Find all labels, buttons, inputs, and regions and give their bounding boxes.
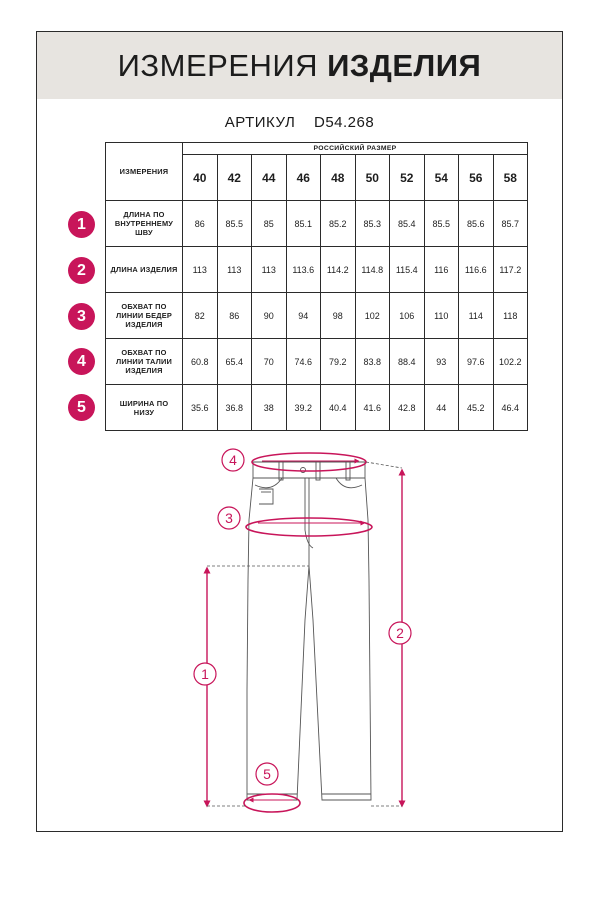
table-cell: 85.6 (459, 201, 494, 247)
size-header: 50 (355, 155, 390, 201)
table-cell: 117.2 (493, 247, 528, 293)
table-cell: 85.1 (286, 201, 321, 247)
svg-text:3: 3 (225, 510, 233, 526)
table-cell: 79.2 (321, 339, 356, 385)
size-header: 40 (183, 155, 218, 201)
size-header: 42 (217, 155, 252, 201)
table-cell: 85.4 (390, 201, 425, 247)
row-number-badge: 5 (68, 394, 95, 421)
svg-text:5: 5 (263, 766, 271, 782)
table-cell: 65.4 (217, 339, 252, 385)
row-label: ДЛИНА ПО ВНУТРЕННЕМУ ШВУ (106, 201, 183, 247)
table-cell: 94 (286, 293, 321, 339)
table-cell: 114 (459, 293, 494, 339)
table-cell: 102.2 (493, 339, 528, 385)
table-cell: 113 (252, 247, 287, 293)
size-header: 48 (321, 155, 356, 201)
table-cell: 102 (355, 293, 390, 339)
table-cell: 40.4 (321, 385, 356, 431)
table-cell: 88.4 (390, 339, 425, 385)
title-light: ИЗМЕРЕНИЯ (117, 47, 319, 83)
size-header: 52 (390, 155, 425, 201)
trousers-icon (247, 461, 371, 800)
table-cell: 38 (252, 385, 287, 431)
table-cell: 97.6 (459, 339, 494, 385)
table-cell: 114.8 (355, 247, 390, 293)
table-cell: 42.8 (390, 385, 425, 431)
table-cell: 60.8 (183, 339, 218, 385)
size-group-label: РОССИЙСКИЙ РАЗМЕР (183, 143, 528, 155)
table-cell: 115.4 (390, 247, 425, 293)
table-cell: 85.5 (217, 201, 252, 247)
table-cell: 39.2 (286, 385, 321, 431)
table-cell: 70 (252, 339, 287, 385)
table-cell: 90 (252, 293, 287, 339)
corner-label: ИЗМЕРЕНИЯ (106, 143, 183, 201)
table-cell: 44 (424, 385, 459, 431)
table-cell: 113.6 (286, 247, 321, 293)
article-code: D54.268 (314, 114, 375, 131)
hem-measure-ellipse (244, 794, 300, 812)
marker-2 (389, 622, 411, 644)
table-cell: 41.6 (355, 385, 390, 431)
svg-text:4: 4 (229, 452, 237, 468)
row-label: ДЛИНА ИЗДЕЛИЯ (106, 247, 183, 293)
table-cell: 85.5 (424, 201, 459, 247)
table-cell: 110 (424, 293, 459, 339)
marker-1 (194, 663, 216, 685)
table-cell: 83.8 (355, 339, 390, 385)
title-bold: ИЗДЕЛИЯ (327, 47, 482, 83)
table-cell: 85.7 (493, 201, 528, 247)
marker-4 (222, 449, 244, 471)
table-cell: 85.3 (355, 201, 390, 247)
table-cell: 85.2 (321, 201, 356, 247)
svg-text:2: 2 (396, 625, 404, 641)
table-cell: 46.4 (493, 385, 528, 431)
table-cell: 98 (321, 293, 356, 339)
svg-text:1: 1 (201, 666, 209, 682)
row-label: ШИРИНА ПО НИЗУ (106, 385, 183, 431)
table-cell: 113 (217, 247, 252, 293)
table-cell: 86 (217, 293, 252, 339)
size-header: 56 (459, 155, 494, 201)
size-header: 46 (286, 155, 321, 201)
table-cell: 106 (390, 293, 425, 339)
table-cell: 116 (424, 247, 459, 293)
row-number-badge: 3 (68, 303, 95, 330)
table-cell: 86 (183, 201, 218, 247)
size-header: 44 (252, 155, 287, 201)
size-header: 54 (424, 155, 459, 201)
article-label: АРТИКУЛ (224, 114, 296, 131)
size-header: 58 (493, 155, 528, 201)
table-cell: 116.6 (459, 247, 494, 293)
table-cell: 74.6 (286, 339, 321, 385)
table-cell: 36.8 (217, 385, 252, 431)
table-cell: 82 (183, 293, 218, 339)
row-number-badge: 1 (68, 211, 95, 238)
table-cell: 114.2 (321, 247, 356, 293)
table-cell: 93 (424, 339, 459, 385)
table-cell: 113 (183, 247, 218, 293)
row-number-badge: 2 (68, 257, 95, 284)
table-cell: 45.2 (459, 385, 494, 431)
table-cell: 85 (252, 201, 287, 247)
row-number-badge: 4 (68, 348, 95, 375)
table-cell: 35.6 (183, 385, 218, 431)
marker-3 (218, 507, 240, 529)
marker-5 (256, 763, 278, 785)
table-cell: 118 (493, 293, 528, 339)
row-label: ОБХВАТ ПО ЛИНИИ БЕДЕР ИЗДЕЛИЯ (106, 293, 183, 339)
row-label: ОБХВАТ ПО ЛИНИИ ТАЛИИ ИЗДЕЛИЯ (106, 339, 183, 385)
